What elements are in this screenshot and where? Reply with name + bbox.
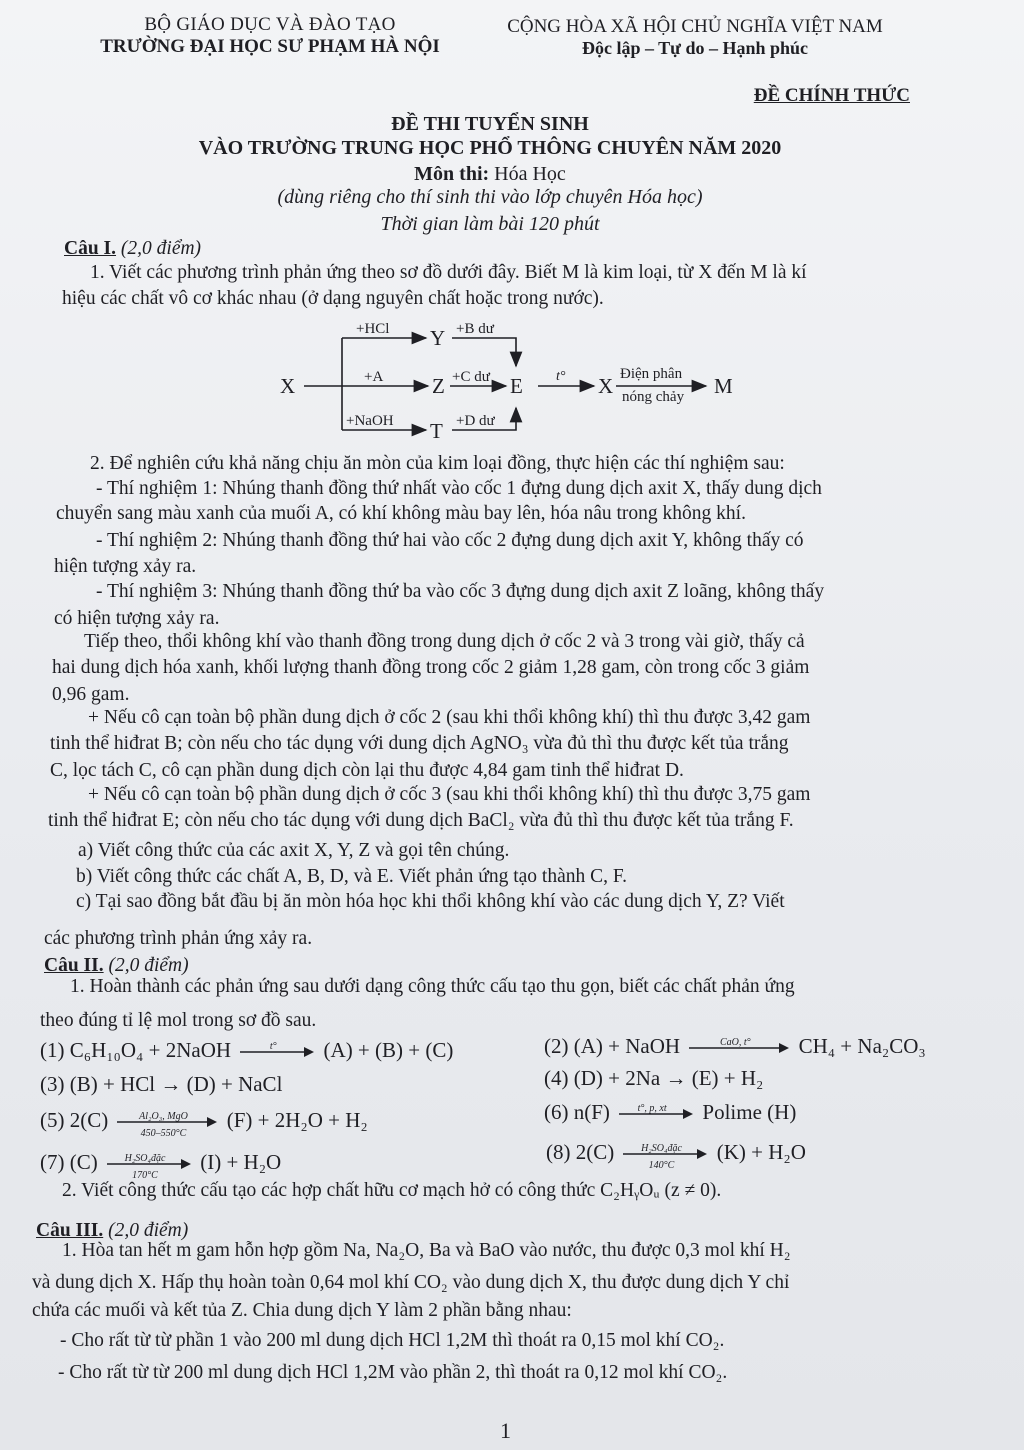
reaction-2-reactants: (2) (A) + NaOH [544, 1034, 681, 1058]
label-hcl: +HCl [356, 321, 390, 337]
q1-text-line: C, lọc tách C, cô cạn phần dung dịch còn lại thu được 4,84 gam tinh thể hiđrat D. [50, 760, 684, 781]
q2-text-line: theo đúng tỉ lệ mol trong sơ đồ sau. [40, 1010, 317, 1031]
reaction-arrow [117, 1111, 217, 1140]
reaction-arrow [689, 1037, 789, 1054]
question-2-title: Câu II. [44, 955, 104, 976]
q1-text-line: 0,96 gam. [52, 684, 130, 705]
exam-title: ĐỀ THI TUYỂN SINH [391, 113, 589, 135]
reaction-6 [544, 1100, 796, 1125]
reaction-7-temperature: 170°C [132, 1170, 158, 1182]
reaction-8-catalyst: H₂SO₄đặc [641, 1143, 682, 1155]
label-d: +D dư [456, 413, 495, 429]
node-x2: X [598, 374, 614, 398]
q1-part1-line: 1. Viết các phương trình phản ứng theo sơ đồ dưới đây. Biết M là kim loại, từ X đến M là kí [90, 262, 807, 283]
label-molten: nóng chảy [622, 389, 685, 405]
reaction-1-products: (A) + (B) + (C) [323, 1038, 454, 1062]
q1-text-line: có hiện tượng xảy ra. [54, 608, 220, 629]
reaction-1 [40, 1038, 453, 1063]
label-temp: t° [556, 369, 566, 384]
question-1-title: Câu I. [64, 238, 117, 259]
question-2-heading [44, 955, 189, 977]
q1-text-line: tinh thể hiđrat E; còn nếu cho tác dụng với dung dịch BaCl₂ vừa đủ thì thu được kết tủa trắng F. [48, 810, 794, 831]
node-t: T [430, 419, 443, 443]
exam-subject [0, 163, 980, 186]
country-name: CỘNG HÒA XÃ HỘI CHỦ NGHĨA VIỆT NAM [507, 16, 883, 37]
q1-subquestion-a: a) Viết công thức của các axit X, Y, Z và gọi tên chúng. [78, 840, 510, 861]
question-1-heading [64, 238, 201, 260]
label-naoh: +NaOH [346, 413, 394, 429]
reaction-6-reactants: (6) n(F) [544, 1100, 610, 1124]
question-1-points: (2,0 điểm) [120, 238, 202, 259]
q1-text-line: - Thí nghiệm 3: Nhúng thanh đồng thứ ba vào cốc 3 đựng dung dịch axit Z loãng, không thấy [96, 581, 825, 602]
question-3-heading [36, 1220, 188, 1242]
national-motto: Độc lập – Tự do – Hạnh phúc [581, 38, 809, 58]
reaction-5-products: (F) + 2H₂O + H₂ [226, 1108, 368, 1132]
university-name: TRƯỜNG ĐẠI HỌC SƯ PHẠM HÀ NỘI [100, 36, 440, 57]
school-header [70, 14, 470, 58]
reaction-3: (3) (B) + HCl → (D) + NaCl [40, 1072, 283, 1096]
reaction-7-products: (I) + H₂O [200, 1150, 282, 1174]
reaction-2-condition: CaO, t° [719, 1037, 751, 1049]
q1-text-line: chuyển sang màu xanh của muối A, có khí không màu bay lên, hóa nâu trong không khí. [56, 503, 746, 524]
exam-note: (dùng riêng cho thí sinh thi vào lớp chuyên Hóa học) [277, 186, 703, 208]
reaction-7 [40, 1150, 282, 1182]
q1-text-line: 2. Để nghiên cứu khả năng chịu ăn mòn của kim loại đồng, thực hiện các thí nghiệm sau: [90, 453, 785, 474]
reaction-7-reactants: (7) (C) [40, 1150, 98, 1174]
national-header [470, 16, 920, 59]
q3-text-line: - Cho rất từ từ 200 ml dung dịch HCl 1,2M vào phần 2, thì thoát ra 0,12 mol khí CO₂. [58, 1362, 728, 1383]
q1-text-line: Tiếp theo, thổi không khí vào thanh đồng trong dung dịch ở cốc 2 và 3 trong vài giờ, thấy cả [84, 631, 805, 652]
reaction-arrow [240, 1041, 314, 1058]
q3-text-line: và dung dịch X. Hấp thụ hoàn toàn 0,64 mol khí CO₂ vào dung dịch X, thu được dung dịch Y chỉ [32, 1272, 790, 1293]
reaction-2-products: CH₄ + Na₂CO₃ [798, 1034, 926, 1058]
y-to-e-line [452, 338, 516, 366]
node-y: Y [430, 326, 446, 350]
subject-name: Hóa Học [494, 163, 566, 185]
q1-text-line: + Nếu cô cạn toàn bộ phần dung dịch ở cốc 2 (sau khi thổi không khí) thì thu được 3,42 gam [88, 707, 811, 728]
q1-text-line: các phương trình phản ứng xảy ra. [44, 928, 313, 949]
exam-time: Thời gian làm bài 120 phút [380, 213, 600, 235]
reaction-8-temperature: 140°C [648, 1160, 675, 1172]
q1-text-line: + Nếu cô cạn toàn bộ phần dung dịch ở cốc 3 (sau khi thổi không khí) thì thu được 3,75 gam [88, 784, 811, 805]
reaction-5-temperature: 450–550°C [140, 1128, 187, 1140]
q2-text-line: 1. Hoàn thành các phản ứng sau dưới dạng công thức cấu tạo thu gọn, biết các chất phản ứng [70, 976, 795, 997]
node-m: M [714, 374, 733, 398]
reaction-7-catalyst: H₂SO₄đặc [124, 1153, 166, 1165]
reaction-arrow [623, 1143, 707, 1172]
node-e: E [510, 374, 523, 398]
q3-text-line: 1. Hòa tan hết m gam hỗn hợp gồm Na, Na₂O, Ba và BaO vào nước, thu được 0,3 mol khí H₂ [62, 1240, 791, 1261]
reaction-4: (4) (D) + 2Na → (E) + H₂ [544, 1066, 764, 1090]
question-3-title: Câu III. [36, 1220, 104, 1241]
reaction-arrow [619, 1103, 693, 1120]
official-exam-label: ĐỀ CHÍNH THỨC [753, 85, 910, 106]
q3-text-line: chứa các muối và kết tủa Z. Chia dung dịch Y làm 2 phần bằng nhau: [32, 1300, 572, 1321]
reaction-2 [544, 1034, 926, 1059]
q1-subquestion-c: c) Tại sao đồng bắt đầu bị ăn mòn hóa học khi thổi không khí vào các dung dịch Y, Z? Viết [76, 891, 785, 912]
reaction-8-reactants: (8) 2(C) [546, 1140, 615, 1164]
q1-text-line: hai dung dịch hóa xanh, khối lượng thanh đồng trong cốc 2 giảm 1,28 gam, còn trong cốc 3 giảm [52, 657, 810, 678]
q1-part1-line: hiệu các chất vô cơ khác nhau (ở dạng nguyên chất hoặc trong nước). [62, 288, 604, 309]
q1-text-line: - Thí nghiệm 1: Nhúng thanh đồng thứ nhất vào cốc 1 đựng dung dịch axit X, thấy dung dịch [96, 478, 822, 499]
node-z: Z [432, 374, 445, 398]
exam-subtitle: VÀO TRƯỜNG TRUNG HỌC PHỔ THÔNG CHUYÊN NĂM 2020 [198, 137, 782, 159]
reaction-5-catalyst: Al₂O₃, MgO [139, 1111, 188, 1123]
reaction-5 [40, 1108, 368, 1140]
reaction-arrow [107, 1153, 191, 1182]
ministry-name: BỘ GIÁO DỤC VÀ ĐÀO TẠO [144, 14, 396, 35]
reaction-1-reactants: (1) C₆H₁₀O₄ + 2NaOH [40, 1038, 232, 1062]
reaction-1-condition: t° [269, 1041, 277, 1053]
q1-text-line: tinh thể hiđrat B; còn nếu cho tác dụng với dung dịch AgNO₃ vừa đủ thì thu được kết tủa trắng [50, 733, 789, 754]
question-2-points: (2,0 điểm) [108, 955, 189, 976]
q2-part2-line: 2. Viết công thức cấu tạo các hợp chất hữu cơ mạch hở có công thức C₂HᵧOᵤ (z ≠ 0). [62, 1180, 722, 1201]
reaction-8-products: (K) + H₂O [716, 1140, 806, 1164]
reaction-6-condition: t°, p, xt [637, 1103, 667, 1115]
page-number: 1 [500, 1418, 511, 1443]
reaction-6-products: Polime (H) [702, 1100, 797, 1124]
reaction-8 [546, 1140, 806, 1172]
q1-text-line: hiện tượng xảy ra. [54, 556, 197, 577]
label-c: +C dư [452, 369, 490, 385]
label-b: +B dư [456, 321, 494, 337]
node-x: X [280, 374, 296, 398]
q1-text-line: - Thí nghiệm 2: Nhúng thanh đồng thứ hai vào cốc 2 đựng dung dịch axit Y, không thấy có [96, 530, 804, 551]
label-a: +A [364, 369, 384, 385]
subject-label: Môn thi: [414, 163, 490, 185]
q3-text-line: - Cho rất từ từ phần 1 vào 200 ml dung dịch HCl 1,2M thì thoát ra 0,15 mol khí CO₂. [60, 1330, 725, 1351]
label-electrolysis: Điện phân [620, 366, 683, 382]
question-3-points: (2,0 điểm) [108, 1220, 189, 1241]
reaction-scheme-diagram [270, 314, 750, 446]
q1-subquestion-b: b) Viết công thức các chất A, B, D, và E. Viết phản ứng tạo thành C, F. [76, 866, 628, 887]
reaction-5-reactants: (5) 2(C) [40, 1108, 109, 1132]
